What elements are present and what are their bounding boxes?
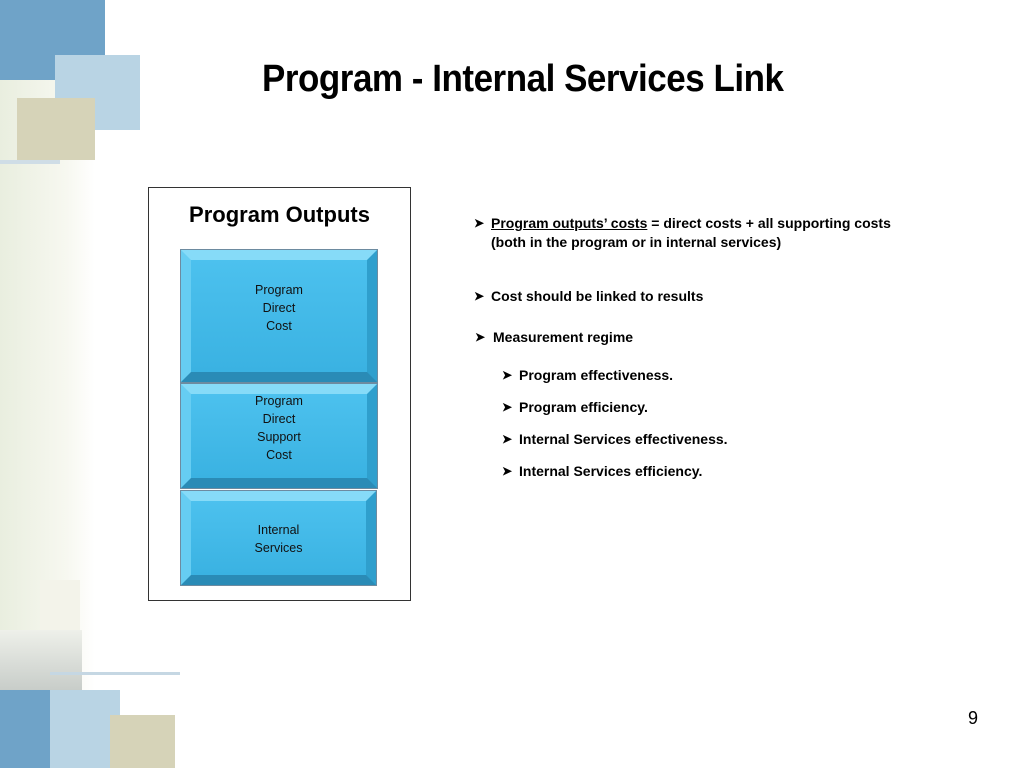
arrow-bullet-icon: ➤ [502,400,513,414]
block-label: Program Direct Support Cost [255,394,303,462]
program-outputs-title: Program Outputs [189,202,370,227]
block-label: Program Direct Cost [255,283,303,333]
outputs-costs-definition: = direct costs + all supporting costs (both in the program or in internal services) [491,215,891,250]
arrow-bullet-icon: ➤ [502,464,513,478]
program-direct-cost-block [180,249,378,383]
program-direct-support-cost-block [180,383,378,489]
arrow-bullet-icon: ➤ [474,216,485,230]
page-number: 9 [968,708,979,728]
arrow-bullet-icon: ➤ [474,289,485,303]
bullet-outputs-costs [474,214,894,252]
block-label: Internal Services [254,523,303,555]
bullet-measurement-regime: ➤ Measurement regime [475,329,634,345]
bullet-cost-results: ➤ Cost should be linked to results [474,288,704,304]
sub-bullet: ➤ Program effectiveness. [502,367,674,383]
arrow-bullet-icon: ➤ [502,432,513,446]
slide-title: Program - Internal Services Link [262,58,784,100]
sub-bullet: ➤ Internal Services efficiency. [502,463,703,479]
outputs-costs-term: Program outputs’ costs [491,215,648,231]
arrow-bullet-icon: ➤ [502,368,513,382]
arrow-bullet-icon: ➤ [475,330,486,344]
sub-bullet: ➤ Program efficiency. [502,399,648,415]
internal-services-block [180,490,377,586]
sub-bullet: ➤ Internal Services effectiveness. [502,431,728,447]
